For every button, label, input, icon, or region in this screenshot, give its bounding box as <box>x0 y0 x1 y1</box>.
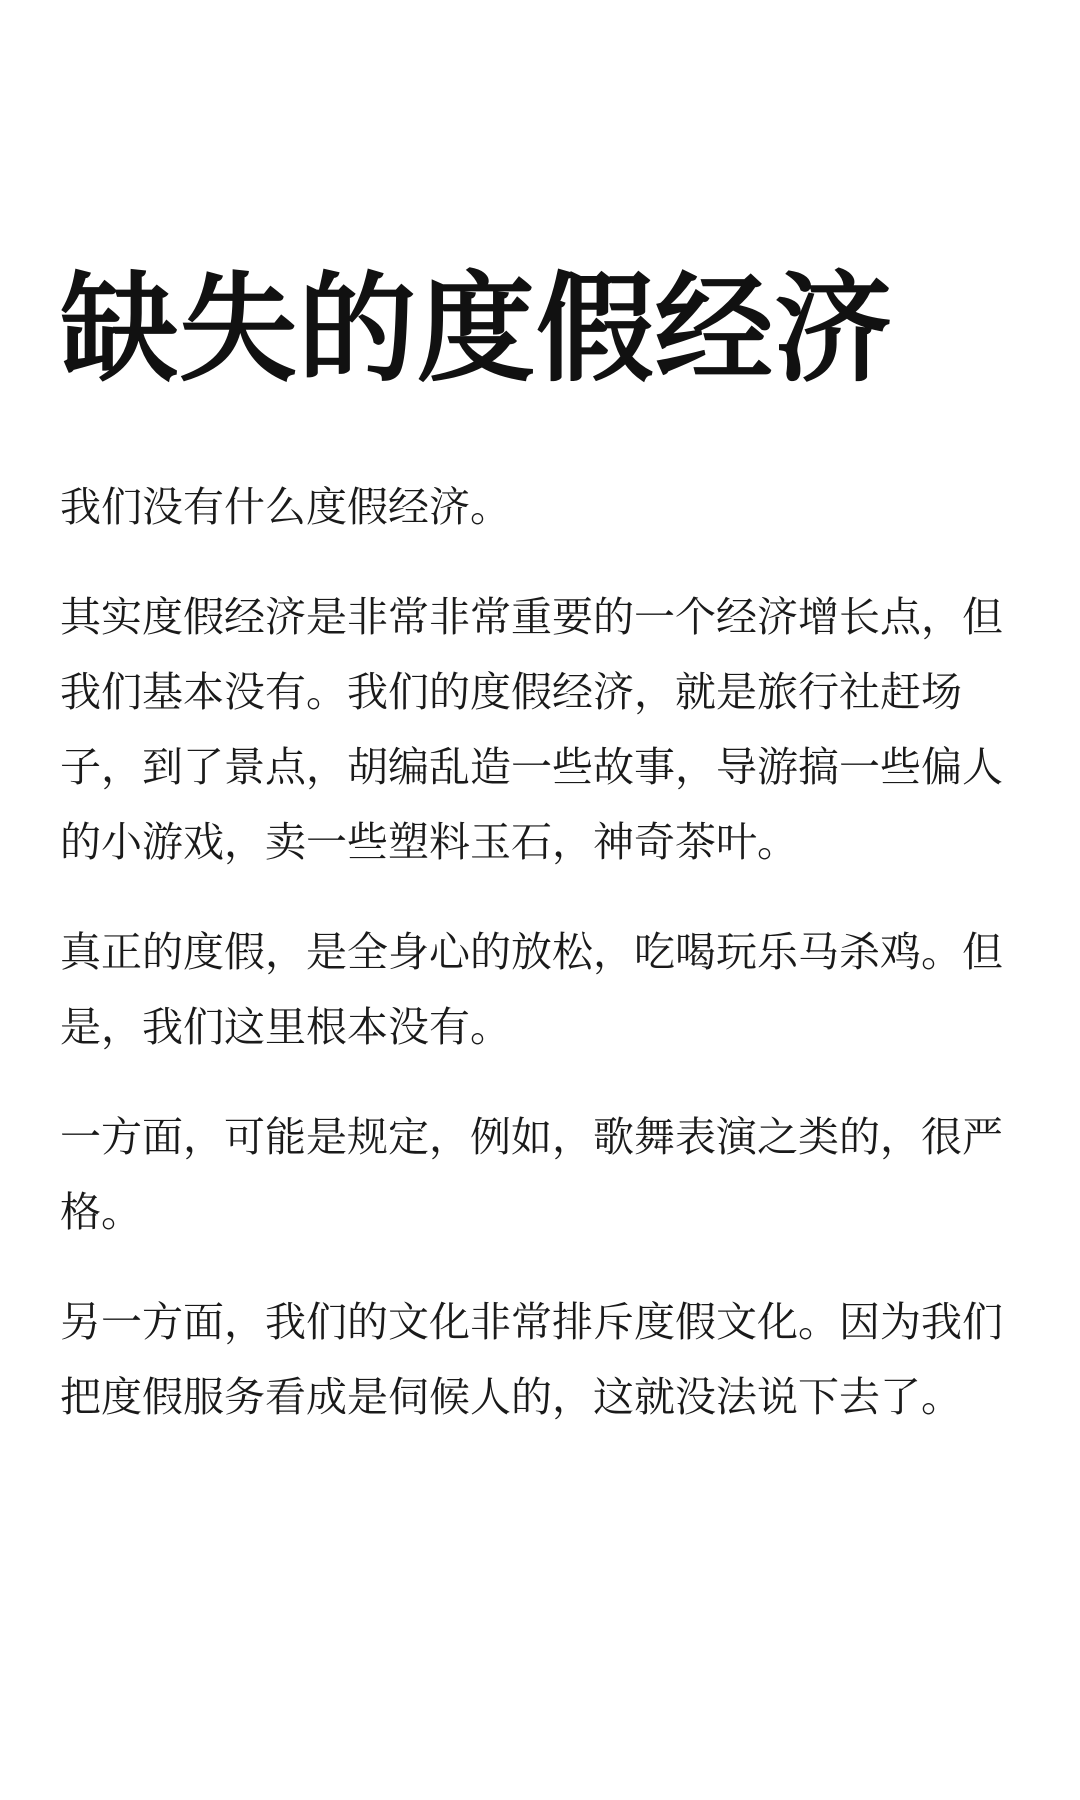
article-body <box>60 470 1020 1470</box>
article-title: 缺失的度假经济 <box>60 260 894 398</box>
paragraph-4: 一方面，可能是规定，例如，歌舞表演之类的，很严格。 <box>60 1113 1003 1236</box>
paragraph-5: 另一方面，我们的文化非常排斥度假文化。因为我们把度假服务看成是伺候人的，这就没法说下去了。 <box>60 1298 1003 1421</box>
paragraph-3: 真正的度假，是全身心的放松，吃喝玩乐马杀鸡。但是，我们这里根本没有。 <box>60 928 1003 1051</box>
paragraph-1: 我们没有什么度假经济。 <box>60 483 511 531</box>
paragraph-2: 其实度假经济是非常非常重要的一个经济增长点，但我们基本没有。我们的度假经济，就是旅行社赶场子，到了景点，胡编乱造一些故事，导游搞一些偏人的小游戏，卖一些塑料玉石，神奇茶叶。 <box>60 593 1003 866</box>
